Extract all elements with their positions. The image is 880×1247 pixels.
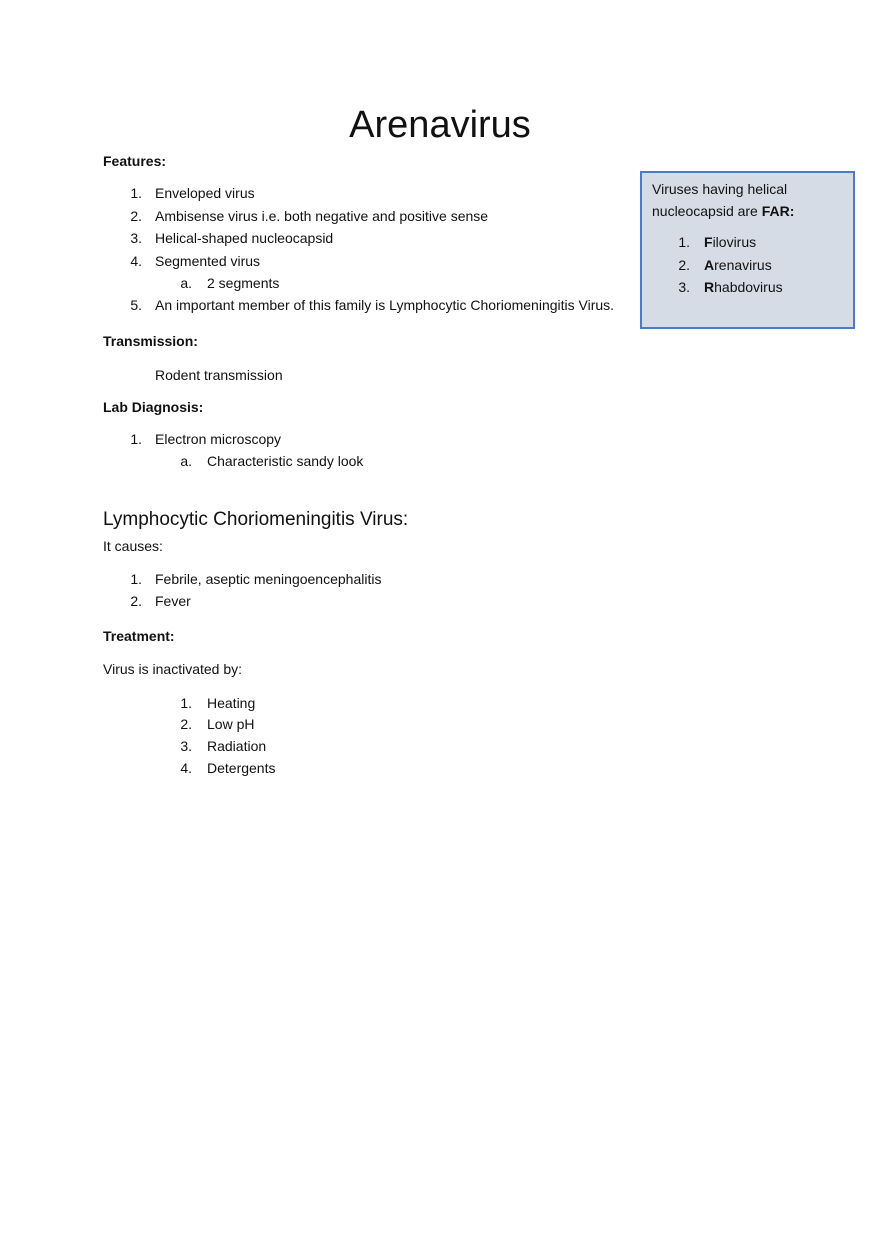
box-initial: F bbox=[704, 234, 713, 250]
box-list-number: 2. bbox=[678, 257, 690, 273]
list-item: Febrile, aseptic meningoencephalitis bbox=[155, 571, 382, 587]
box-item-rest: ilovirus bbox=[712, 234, 757, 250]
list-item: Ambisense virus i.e. both negative and positive sense bbox=[155, 208, 489, 224]
list-item: Enveloped virus bbox=[155, 185, 255, 201]
box-list-number: 3. bbox=[678, 279, 690, 295]
list-item: Detergents bbox=[207, 760, 276, 776]
sublist-item: 2 segments bbox=[207, 275, 280, 291]
lcmv-heading: Lymphocytic Choriomeningitis Virus: bbox=[103, 509, 409, 530]
far-mnemonic-box bbox=[640, 171, 855, 329]
box-item-rest: renavirus bbox=[714, 257, 772, 273]
features-heading: Features: bbox=[103, 153, 167, 169]
box-list-item bbox=[704, 254, 772, 276]
list-number: 2. bbox=[180, 716, 192, 732]
sublist-letter: a. bbox=[180, 453, 192, 469]
list-number: 1. bbox=[180, 695, 192, 711]
sublist-letter: a. bbox=[180, 275, 192, 291]
list-number: 4. bbox=[130, 253, 142, 269]
page-title: Arenavirus bbox=[349, 104, 531, 146]
list-number: 2. bbox=[130, 208, 142, 224]
list-item: An important member of this family is Lymphocytic Choriomeningitis Virus. bbox=[155, 297, 615, 313]
box-line-2-prefix: nucleocapsid are bbox=[652, 203, 762, 219]
list-number: 4. bbox=[180, 760, 192, 776]
box-list-number: 1. bbox=[678, 234, 690, 250]
list-number: 1. bbox=[130, 571, 142, 587]
list-item: Radiation bbox=[207, 738, 267, 754]
list-item: Helical-shaped nucleocapsid bbox=[155, 230, 334, 246]
list-item: Electron microscopy bbox=[155, 431, 282, 447]
box-item-rest: habdovirus bbox=[714, 279, 783, 295]
list-number: 5. bbox=[130, 297, 142, 313]
box-initial: R bbox=[704, 279, 715, 295]
transmission-text: Rodent transmission bbox=[155, 367, 283, 383]
list-number: 2. bbox=[130, 593, 142, 609]
transmission-heading: Transmission: bbox=[103, 333, 198, 349]
lcmv-intro: It causes: bbox=[103, 538, 163, 554]
list-item: Segmented virus bbox=[155, 253, 261, 269]
list-number: 1. bbox=[130, 185, 142, 201]
list-item: Low pH bbox=[207, 716, 255, 732]
treatment-intro: Virus is inactivated by: bbox=[103, 661, 243, 677]
box-line-1: Viruses having helical bbox=[652, 181, 788, 197]
box-list-item bbox=[704, 231, 756, 253]
box-list-item bbox=[704, 276, 783, 298]
sublist-item: Characteristic sandy look bbox=[207, 453, 364, 469]
box-initial: A bbox=[704, 257, 715, 273]
list-item: Fever bbox=[155, 593, 191, 609]
list-item: Heating bbox=[207, 695, 256, 711]
box-line-2 bbox=[652, 200, 794, 222]
list-number: 3. bbox=[130, 230, 142, 246]
list-number: 3. bbox=[180, 738, 192, 754]
list-number: 1. bbox=[130, 431, 142, 447]
box-far-label: FAR: bbox=[761, 203, 795, 219]
treatment-heading: Treatment: bbox=[103, 628, 175, 644]
lab-diagnosis-heading: Lab Diagnosis: bbox=[103, 399, 204, 415]
